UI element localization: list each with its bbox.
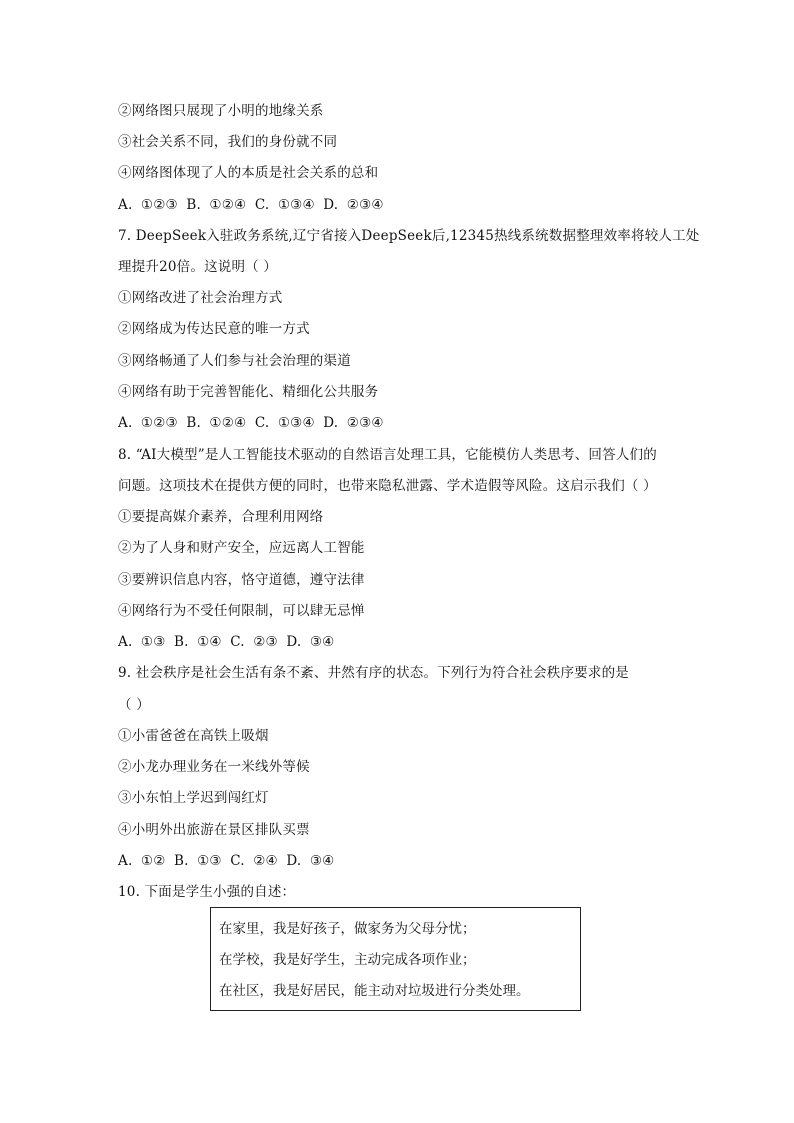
q9-stem-line2: （ ） bbox=[118, 697, 150, 713]
q6-item-3: ③社会关系不同，我们的身份就不同 bbox=[118, 134, 338, 150]
q9-item-1: ①小雷爸爸在高铁上吸烟 bbox=[118, 728, 269, 744]
q7-options: A. ①②③ B. ①②④ C. ①③④ D. ②③④ bbox=[118, 415, 384, 431]
q7-item-3: ③网络畅通了人们参与社会治理的渠道 bbox=[118, 353, 351, 369]
q8-item-3: ③要辨识信息内容，恪守道德，遵守法律 bbox=[118, 572, 365, 588]
q6-options: A. ①②③ B. ①②④ C. ①③④ D. ②③④ bbox=[118, 197, 384, 213]
q10-box-line-3: 在社区，我是好居民，能主动对垃圾进行分类处理。 bbox=[219, 983, 530, 999]
q6-item-2: ②网络图只展现了小明的地缘关系 bbox=[118, 103, 324, 119]
q10-box-line-1: 在家里，我是好孩子，做家务为父母分忧； bbox=[219, 921, 476, 937]
q8-item-2: ②为了人身和财产安全，应远离人工智能 bbox=[118, 540, 365, 556]
q9-options: A. ①② B. ①③ C. ②④ D. ③④ bbox=[118, 853, 335, 869]
q8-stem-line1: 8. “AI大模型”是人工智能技术驱动的自然语言处理工具，它能模仿人类思考、回答人们的 bbox=[118, 447, 657, 463]
q10-stem: 10. 下面是学生小强的自述： bbox=[118, 884, 296, 900]
q9-stem-line1: 9. 社会秩序是社会生活有条不紊、井然有序的状态。下列行为符合社会秩序要求的是 bbox=[118, 665, 629, 681]
q8-options: A. ①③ B. ①④ C. ②③ D. ③④ bbox=[118, 634, 335, 650]
q7-stem-line2: 理提升20倍。这说明（ ） bbox=[118, 259, 278, 275]
q9-item-3: ③小东怕上学迟到闯红灯 bbox=[118, 790, 269, 806]
q9-item-2: ②小龙办理业务在一米线外等候 bbox=[118, 759, 310, 775]
q7-item-4: ④网络有助于完善智能化、精细化公共服务 bbox=[118, 384, 379, 400]
q7-item-2: ②网络成为传达民意的唯一方式 bbox=[118, 321, 310, 337]
q6-item-4: ④网络图体现了人的本质是社会关系的总和 bbox=[118, 165, 379, 181]
q8-stem-line2: 问题。这项技术在提供方便的同时，也带来隐私泄露、学术造假等风险。这启示我们（ ） bbox=[118, 478, 657, 494]
q7-item-1: ①网络改进了社会治理方式 bbox=[118, 290, 283, 306]
q8-item-1: ①要提高媒介素养，合理利用网络 bbox=[118, 509, 324, 525]
q10-box-line-2: 在学校，我是好学生，主动完成各项作业； bbox=[219, 952, 476, 968]
q10-quote-box bbox=[210, 907, 581, 1011]
q9-item-4: ④小明外出旅游在景区排队买票 bbox=[118, 822, 310, 838]
q7-stem-line1: 7. DeepSeek入驻政务系统,辽宁省接入DeepSeek后,12345热线系统数据整理效率将较人工处 bbox=[118, 228, 700, 244]
q8-item-4: ④网络行为不受任何限制，可以肆无忌惮 bbox=[118, 603, 365, 619]
